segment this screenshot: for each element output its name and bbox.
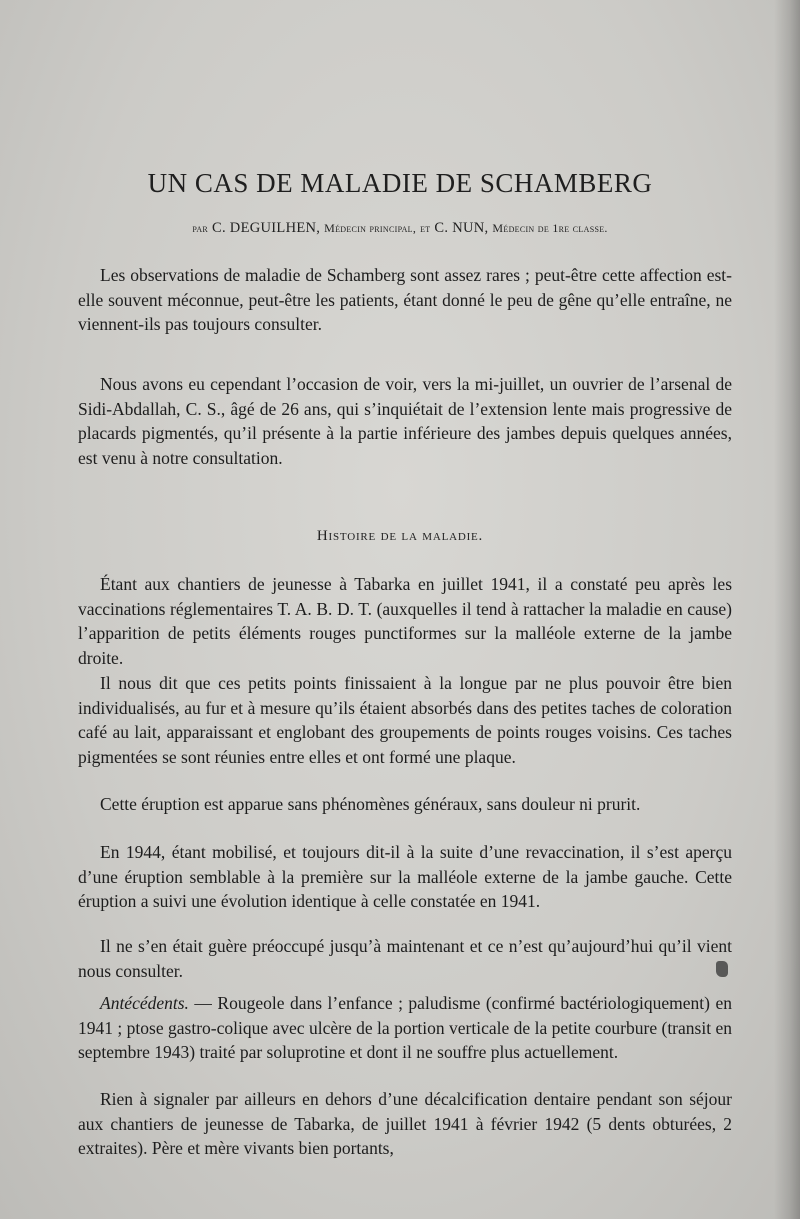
byline-et: et [420,221,431,235]
byline-role-2: Médecin de 1re classe. [492,221,608,235]
byline-author-1: C. DEGUILHEN, [211,220,321,236]
history-paragraph-4: En 1944, étant mobilisé, et toujours dit-il à la suite d’une revaccination, il s’est aperçu d’une éruption semblable à la première sur la malléole externe de la jambe gauche. Cette éruption a suivi une évolution identique à celle constatée en 1941. [78,842,732,912]
antecedents-paragraph [78,991,732,1065]
antecedents-text: — Rougeole dans l’enfance ; paludisme (confirmé bactériologiquement) en 1941 ; ptose gastro-colique avec ulcère de la portion verticale de la petite courbure (transit en septembre 1943) traité par soluprotine et dont il ne souffre plus actuellement. [78,993,732,1063]
ink-blot-mark [716,961,728,977]
byline-author-2: C. NUN, [434,220,489,236]
byline [0,220,800,237]
byline-role-1: Médecin principal, [324,221,417,235]
history-paragraph-5: Il ne s’en était guère préoccupé jusqu’à maintenant et ce n’est qu’aujourd’hui qu’il vient nous consulter. [78,936,732,981]
history-paragraph-2: Il nous dit que ces petits points finissaient à la longue par ne plus pouvoir être bien individualisés, au fur et à mesure qu’ils étaient absorbés dans des petites taches de coloration café au lait, apparaissant et englobant des groupements de points rouges voisins. Ces taches pigmentées se sont réunies entre elles et ont formé une plaque. [78,673,732,767]
byline-par: par [192,221,209,235]
history-paragraph-1: Étant aux chantiers de jeunesse à Tabarka en juillet 1941, il a constaté peu après les vaccinations réglementaires T. A. B. D. T. (auxquelles il tend à rattacher la maladie en cause) l’apparition de petits éléments rouges punctiformes sur la malléole externe de la jambe droite. [78,574,732,668]
antecedents-paragraph-2: Rien à signaler par ailleurs en dehors d’une décalcification dentaire pendant son séjour aux chantiers de jeunesse de Tabarka, de juillet 1941 à février 1942 (5 dents obturées, 2 extraites). Père et mère vivants bien portants, [78,1089,732,1159]
history-paragraph-3: Cette éruption est apparue sans phénomènes généraux, sans douleur ni prurit. [100,794,641,814]
section-heading: Histoire de la maladie. [316,528,484,544]
antecedents-label: Antécédents. [100,993,189,1013]
article-title: UN CAS DE MALADIE DE SCHAMBERG [147,168,653,198]
intro-paragraph-2: Nous avons eu cependant l’occasion de voir, vers la mi-juillet, un ouvrier de l’arsenal de Sidi-Abdallah, C. S., âgé de 26 ans, qui s’inquiétait de l’extension lente mais progressive de placards pigmentés, qu’il présente à la partie inférieure des jambes depuis quelques années, est venu à notre consultation. [78,374,732,468]
intro-paragraph-1: Les observations de maladie de Schamberg sont assez rares ; peut-être cette affection est-elle souvent méconnue, peut-être les patients, étant donné le peu de gêne qu’elle entraîne, ne viennent-ils pas toujours consulter. [78,265,732,335]
